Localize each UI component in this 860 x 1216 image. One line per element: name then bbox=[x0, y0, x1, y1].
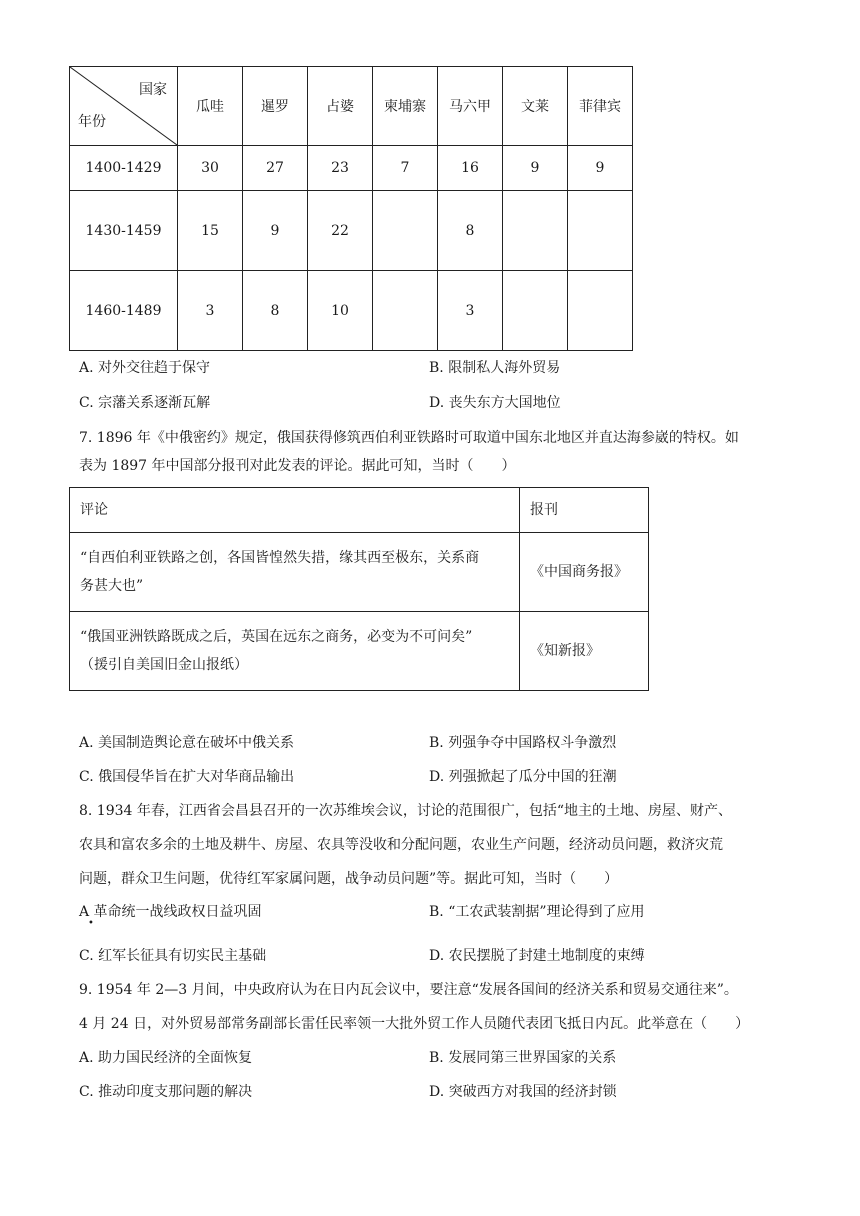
value-cell bbox=[568, 191, 633, 271]
q7-option-d[interactable]: D. 列强掀起了瓜分中国的狂潮 bbox=[429, 769, 617, 785]
table-header-row bbox=[70, 67, 633, 146]
table-row bbox=[70, 271, 633, 351]
country-header: 暹罗 bbox=[243, 67, 308, 146]
q8-stem-line2: 农具和富农多余的土地及耕牛、房屋、农具等没收和分配问题，农业生产问题，经济动员问题，救济灾荒 bbox=[79, 837, 723, 853]
q8-stem-line1: 8. 1934 年春，江西省会昌县召开的一次苏维埃会议，讨论的范围很广，包括“地主的土地、房屋、财产、 bbox=[79, 803, 733, 819]
table-row bbox=[70, 191, 633, 271]
country-header: 文莱 bbox=[503, 67, 568, 146]
corner-label-country: 国家 bbox=[139, 82, 167, 98]
value-cell: 23 bbox=[308, 146, 373, 191]
q7-option-a[interactable]: A. 美国制造舆论意在破坏中俄关系 bbox=[79, 735, 295, 751]
table-header-row bbox=[70, 488, 649, 533]
table-row bbox=[70, 612, 649, 691]
comment-cell bbox=[70, 533, 520, 612]
q8-option-d[interactable]: D. 农民摆脱了封建土地制度的束缚 bbox=[429, 948, 645, 964]
value-cell: 8 bbox=[438, 191, 503, 271]
value-cell: 9 bbox=[503, 146, 568, 191]
year-cell: 1430-1459 bbox=[70, 191, 178, 271]
q8-option-a[interactable]: A 革命统一战线政权日益巩固 bbox=[79, 904, 262, 920]
q9-stem-line1: 9. 1954 年 2—3 月间，中央政府认为在日内瓦会议中，要注意“发展各国间的经济关系和贸易交通往来”。 bbox=[79, 982, 738, 998]
q7-option-c[interactable]: C. 俄国侵华旨在扩大对华商品输出 bbox=[79, 769, 295, 785]
paper-cell: 《中国商务报》 bbox=[520, 533, 649, 612]
country-header: 瓜哇 bbox=[178, 67, 243, 146]
value-cell bbox=[373, 191, 438, 271]
country-header: 柬埔寨 bbox=[373, 67, 438, 146]
value-cell: 3 bbox=[178, 271, 243, 351]
value-cell: 9 bbox=[243, 191, 308, 271]
value-cell bbox=[503, 271, 568, 351]
comment-line: “自西伯利亚铁路之创，各国皆惶然失措，缘其西至极东，关系商 bbox=[80, 550, 480, 566]
q9-option-d[interactable]: D. 突破西方对我国的经济封锁 bbox=[429, 1084, 617, 1100]
value-cell: 8 bbox=[243, 271, 308, 351]
q7-stem-line2: 表为 1897 年中国部分报刊对此发表的评论。据此可知，当时（ ） bbox=[79, 458, 516, 474]
q8-stem-line3: 问题，群众卫生问题，优待红军家属问题，战争动员问题”等。据此可知，当时（ ） bbox=[79, 871, 619, 887]
value-cell: 7 bbox=[373, 146, 438, 191]
value-cell: 30 bbox=[178, 146, 243, 191]
emphasis-dot: • bbox=[88, 918, 94, 929]
value-cell: 15 bbox=[178, 191, 243, 271]
value-cell: 16 bbox=[438, 146, 503, 191]
value-cell: 27 bbox=[243, 146, 308, 191]
tribute-table bbox=[69, 66, 633, 351]
value-cell: 22 bbox=[308, 191, 373, 271]
q9-option-b[interactable]: B. 发展同第三世界国家的关系 bbox=[429, 1050, 617, 1066]
value-cell: 3 bbox=[438, 271, 503, 351]
q9-stem-line2: 4 月 24 日，对外贸易部常务副部长雷任民率领一大批外贸工作人员随代表团飞抵日内瓦。此举意在（ ） bbox=[79, 1016, 750, 1032]
country-header: 菲律宾 bbox=[568, 67, 633, 146]
q6-option-b[interactable]: B. 限制私人海外贸易 bbox=[429, 360, 561, 376]
comment-line: “俄国亚洲铁路既成之后，英国在远东之商务，必变为不可问矣” bbox=[80, 629, 473, 645]
value-cell bbox=[503, 191, 568, 271]
q6-option-c[interactable]: C. 宗藩关系逐渐瓦解 bbox=[79, 395, 211, 411]
table-row bbox=[70, 533, 649, 612]
corner-header-cell bbox=[70, 67, 178, 146]
corner-label-year: 年份 bbox=[78, 114, 106, 130]
comment-line: 务甚大也” bbox=[80, 578, 144, 594]
q7-comment-table bbox=[69, 487, 649, 691]
q7-option-b[interactable]: B. 列强争夺中国路权斗争激烈 bbox=[429, 735, 617, 751]
comment-line: （援引自美国旧金山报纸） bbox=[80, 657, 248, 673]
q8-option-b[interactable]: B. “工农武装割据”理论得到了应用 bbox=[429, 904, 645, 920]
q6-option-a[interactable]: A. 对外交往趋于保守 bbox=[79, 360, 211, 376]
q7-stem-line1: 7. 1896 年《中俄密约》规定，俄国获得修筑西伯利亚铁路时可取道中国东北地区并直达海参崴的特权。如 bbox=[79, 430, 739, 446]
comment-cell bbox=[70, 612, 520, 691]
year-cell: 1400-1429 bbox=[70, 146, 178, 191]
country-header: 占婆 bbox=[308, 67, 373, 146]
q8-option-c[interactable]: C. 红军长征具有切实民主基础 bbox=[79, 948, 267, 964]
value-cell bbox=[568, 271, 633, 351]
country-header: 马六甲 bbox=[438, 67, 503, 146]
paper-cell: 《知新报》 bbox=[520, 612, 649, 691]
q6-option-d[interactable]: D. 丧失东方大国地位 bbox=[429, 395, 561, 411]
value-cell bbox=[373, 271, 438, 351]
comment-header: 评论 bbox=[70, 488, 520, 533]
paper-header: 报刊 bbox=[520, 488, 649, 533]
q9-option-c[interactable]: C. 推动印度支那问题的解决 bbox=[79, 1084, 253, 1100]
q9-option-a[interactable]: A. 助力国民经济的全面恢复 bbox=[79, 1050, 253, 1066]
table-row bbox=[70, 146, 633, 191]
value-cell: 9 bbox=[568, 146, 633, 191]
value-cell: 10 bbox=[308, 271, 373, 351]
year-cell: 1460-1489 bbox=[70, 271, 178, 351]
